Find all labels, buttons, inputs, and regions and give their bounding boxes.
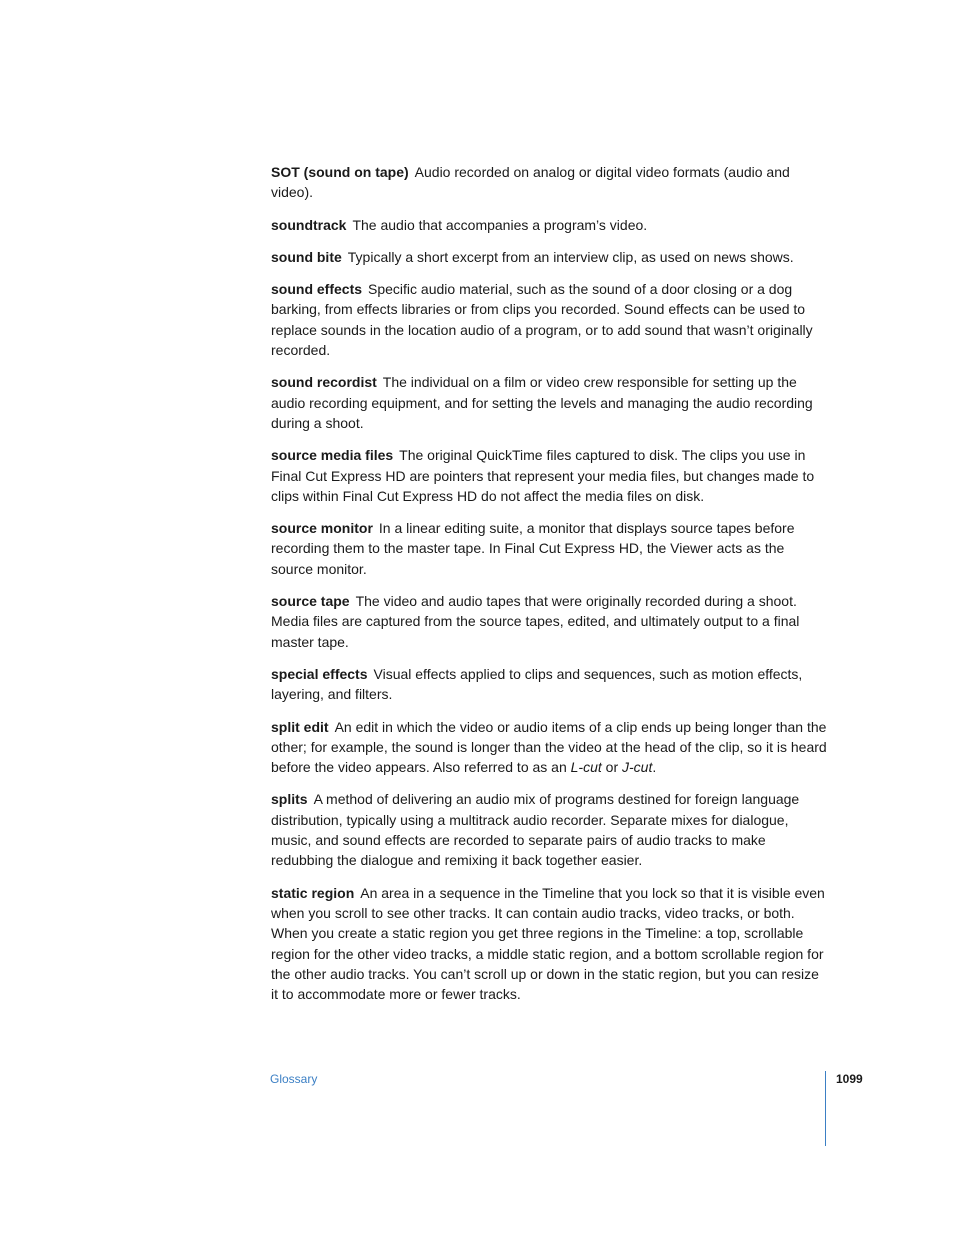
glossary-definition: The video and audio tapes that were originally recorded during a shoot. Media files are captured from the source tapes, edited, and ultimately output to a final master tape.: [271, 593, 800, 650]
glossary-definition: or: [601, 759, 622, 776]
glossary-definition: Visual effects applied to clips and sequences, such as motion effects, layering, and filters.: [271, 665, 803, 703]
glossary-definition: An edit in which the video or audio items of a clip ends up being longer than the other; for example, the sound is longer than the video at the head of the clip, so it is heard before the video appears. Also referred to as an: [271, 718, 827, 776]
glossary-term: sound recordist: [271, 374, 377, 391]
glossary-term: sound effects: [271, 281, 363, 298]
glossary-definition: In a linear editing suite, a monitor that displays source tapes before recording them to the master tape. In Final Cut Express HD, the Viewer acts as the source monitor.: [271, 520, 795, 577]
glossary-term: soundtrack: [271, 216, 347, 233]
glossary-entry: [271, 162, 827, 203]
glossary-definition: A method of delivering an audio mix of programs destined for foreign language distribution, typically using a multitrack audio recorder. Separate mixes for dialogue, music, and sound effects are recorded to separate pairs of audio tracks to make redubbing the dialogue and remixing it back together easier.: [271, 791, 800, 869]
glossary-entry: [271, 215, 827, 235]
glossary-definition: Audio recorded on analog or digital video formats (audio and video).: [271, 164, 790, 201]
glossary-term: splits: [271, 791, 308, 808]
glossary-entries: [271, 162, 827, 1016]
glossary-entry: [271, 664, 827, 705]
glossary-term: source monitor: [271, 520, 373, 537]
footer-section-label: Glossary: [270, 1072, 318, 1086]
glossary-italic-term: J-cut: [622, 759, 653, 776]
glossary-entry: [271, 789, 827, 870]
glossary-definition: An area in a sequence in the Timeline that you lock so that it is visible even when you scroll to see other tracks. It can contain audio tracks, video tracks, or both. When you create a static region you get three regions in the Timeline: a top, scrollable region for the other video tracks, a middle static region, and a bottom scrollable region for the other audio tracks. You can’t scroll up or down in the static region, but you can resize it to accommodate more or fewer tracks.: [271, 884, 825, 1003]
glossary-entry: [271, 372, 827, 433]
glossary-definition: The original QuickTime files captured to disk. The clips you use in Final Cut Express HD are pointers that represent your media files, but changes made to clips within Final Cut Express HD do not affect the media files on disk.: [271, 447, 815, 504]
page-number: 1099: [836, 1072, 863, 1086]
glossary-italic-term: L-cut: [570, 759, 602, 776]
glossary-definition: .: [652, 759, 657, 776]
glossary-term: static region: [271, 884, 355, 901]
glossary-entry: [271, 591, 827, 652]
glossary-term: sound bite: [271, 248, 342, 265]
glossary-definition: Specific audio material, such as the sound of a door closing or a dog barking, from effects libraries or from clips you recorded. Sound effects can be used to replace sounds in the location audio of a program, or to add sound that wasn’t originally recorded.: [271, 281, 813, 359]
glossary-entry: [271, 717, 827, 778]
glossary-term: split edit: [271, 718, 329, 735]
glossary-term: source media files: [271, 447, 394, 464]
glossary-entry: [271, 247, 827, 267]
glossary-entry: [271, 518, 827, 579]
glossary-definition: The individual on a film or video crew responsible for setting up the audio recording equipment, and for setting the levels and managing the audio recording during a shoot.: [271, 374, 813, 431]
glossary-term: SOT (sound on tape): [271, 164, 409, 180]
glossary-definition: Typically a short excerpt from an interview clip, as used on news shows.: [347, 248, 794, 265]
glossary-entry: [271, 883, 827, 1005]
glossary-term: special effects: [271, 665, 368, 682]
glossary-entry: [271, 279, 827, 360]
glossary-definition: The audio that accompanies a program’s video.: [352, 216, 648, 233]
glossary-term: source tape: [271, 593, 350, 610]
footer-divider: [825, 1071, 826, 1146]
glossary-entry: [271, 445, 827, 506]
